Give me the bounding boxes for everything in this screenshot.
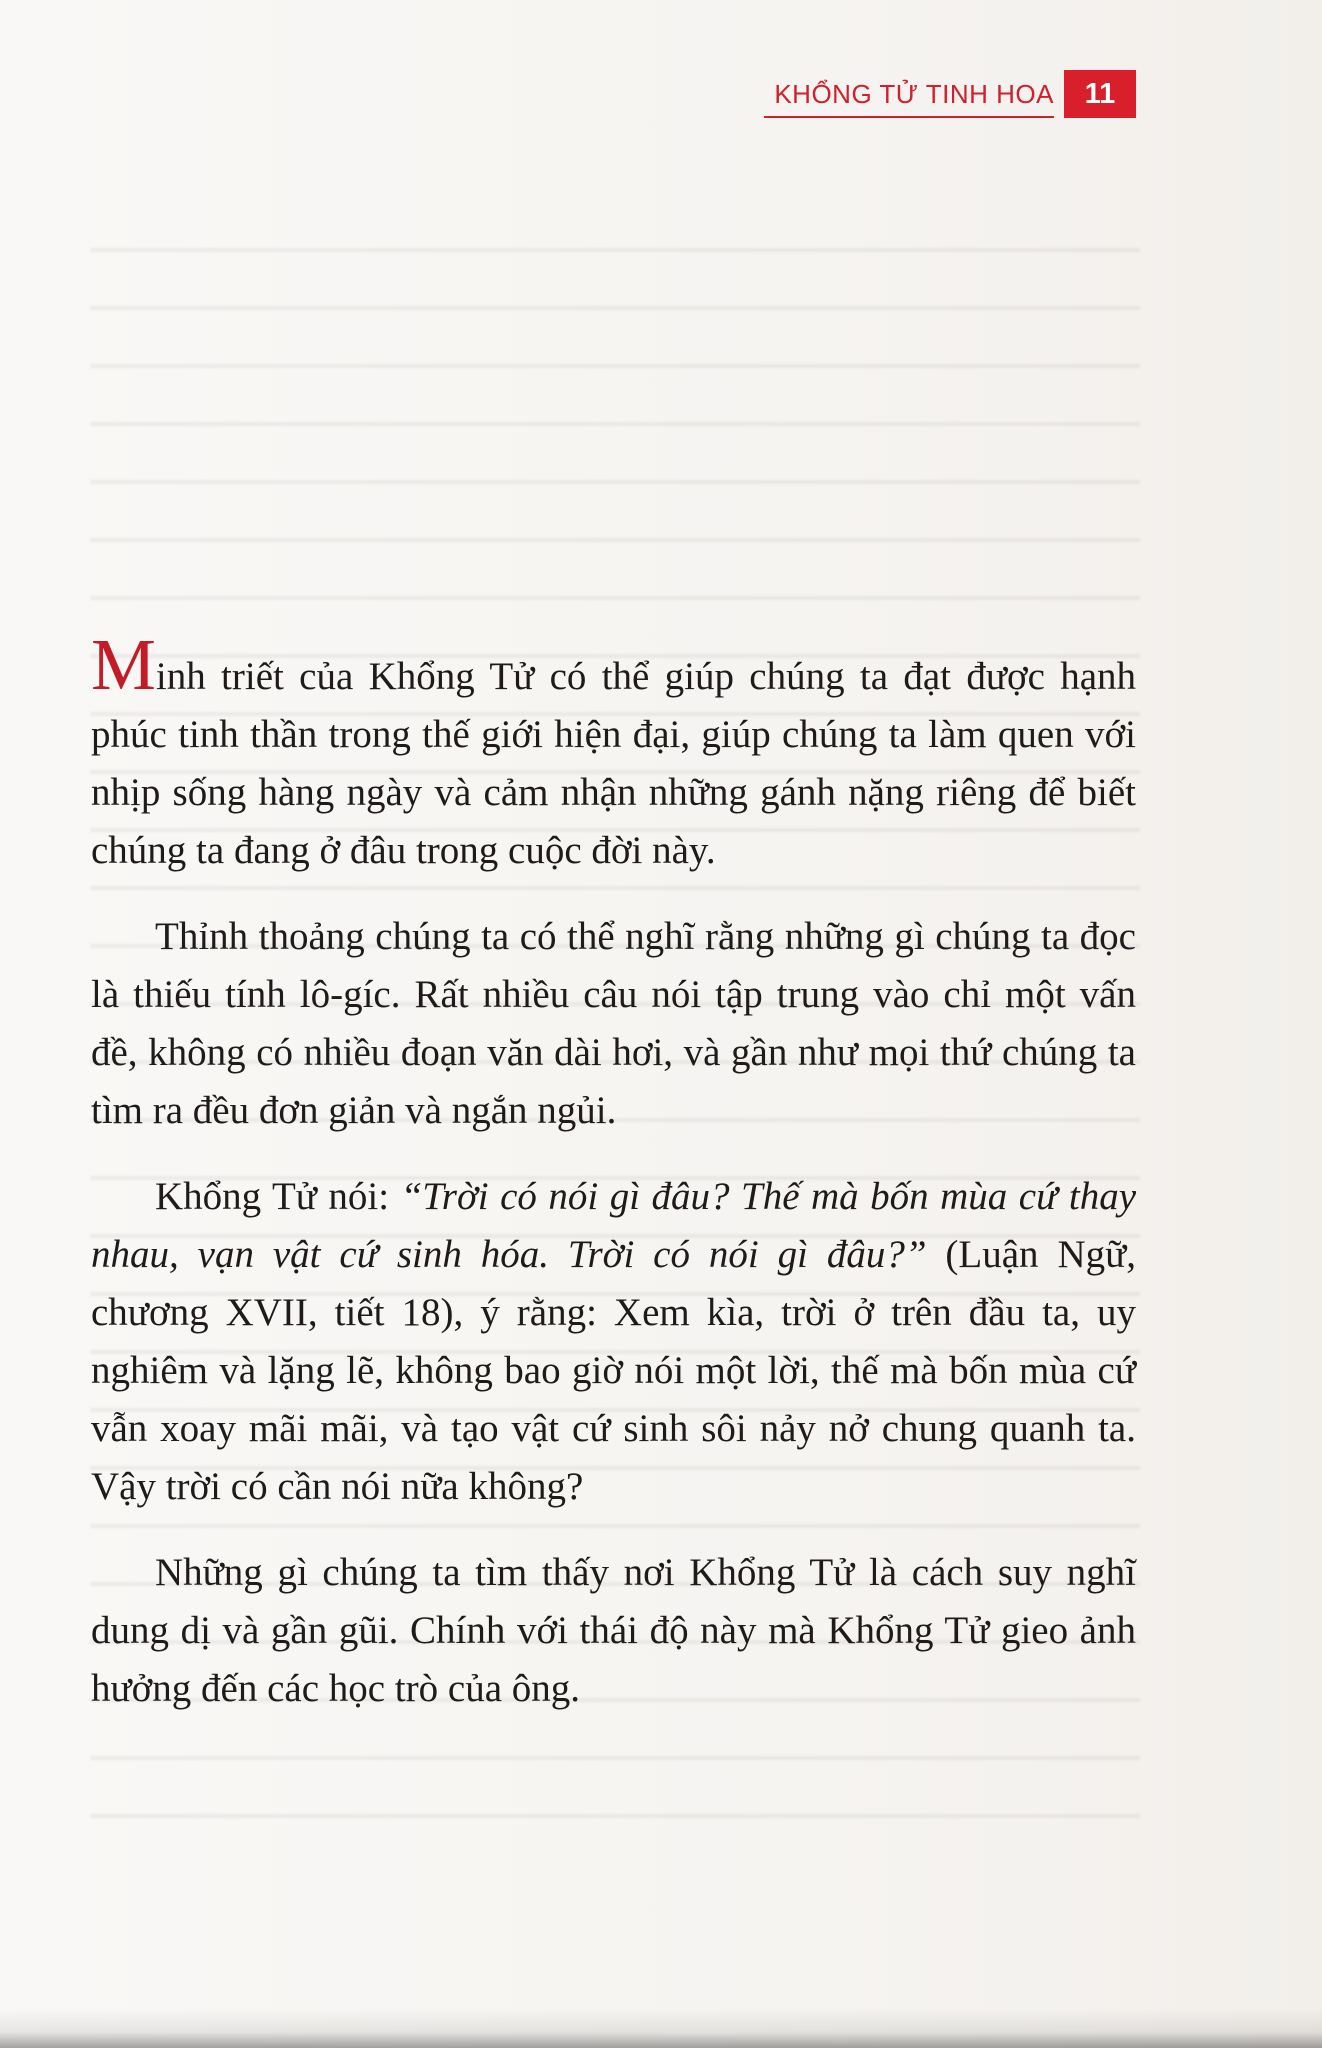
paragraph-1 <box>91 624 1136 880</box>
paragraph-3 <box>91 1168 1136 1516</box>
paragraph-3-intro: Khổng Tử nói: <box>155 1175 401 1218</box>
running-header <box>764 70 1136 118</box>
drop-cap: M <box>91 624 156 705</box>
paragraph-2: Thỉnh thoảng chúng ta có thể nghĩ rằng những gì chúng ta đọc là thiếu tính lô-gíc. Rất nhiều câu nói tập trung vào chỉ một vấn đề, không có nhiều đoạn văn dài hơi, và gần như mọi thứ chúng ta tìm ra đều đơn giản và ngắn ngủi. <box>91 915 1136 1132</box>
confucius-quote: “Trời có nói gì đâu? Thế mà bốn mùa cứ thay nhau, vạn vật cứ sinh hóa. Trời có nói gì đâu?” <box>91 1175 1137 1276</box>
page-edge-shadow <box>0 2008 1322 2048</box>
paragraph-1-text: inh triết của Khổng Tử có thể giúp chúng ta đạt được hạnh phúc tinh thần trong thế giới hiện đại, giúp chúng ta làm quen với nhịp sống hàng ngày và cảm nhận những gánh nặng riêng để biết chúng ta đang ở đâu trong cuộc đời này. <box>91 655 1136 872</box>
page-number: 11 <box>1064 70 1136 118</box>
book-title: KHỔNG TỬ TINH HOA <box>774 79 1054 109</box>
paragraph-3-rest: (Luận Ngữ, chương XVII, tiết 18), ý rằng: Xem kìa, trời ở trên đầu ta, uy nghiêm và lặng lẽ, không bao giờ nói một lời, thế mà bốn mùa cứ vẫn xoay mãi mãi, và tạo vật cứ sinh sôi nảy nở chung quanh ta. Vậy trời có cần nói nữa không? <box>91 1233 1136 1508</box>
header-title-wrap <box>764 81 1054 118</box>
header-rule <box>764 116 1054 118</box>
body-text <box>91 624 1137 1746</box>
paragraph-4: Những gì chúng ta tìm thấy nơi Khổng Tử là cách suy nghĩ dung dị và gần gũi. Chính với thái độ này mà Khổng Tử gieo ảnh hưởng đến các học trò của ông. <box>91 1551 1136 1710</box>
